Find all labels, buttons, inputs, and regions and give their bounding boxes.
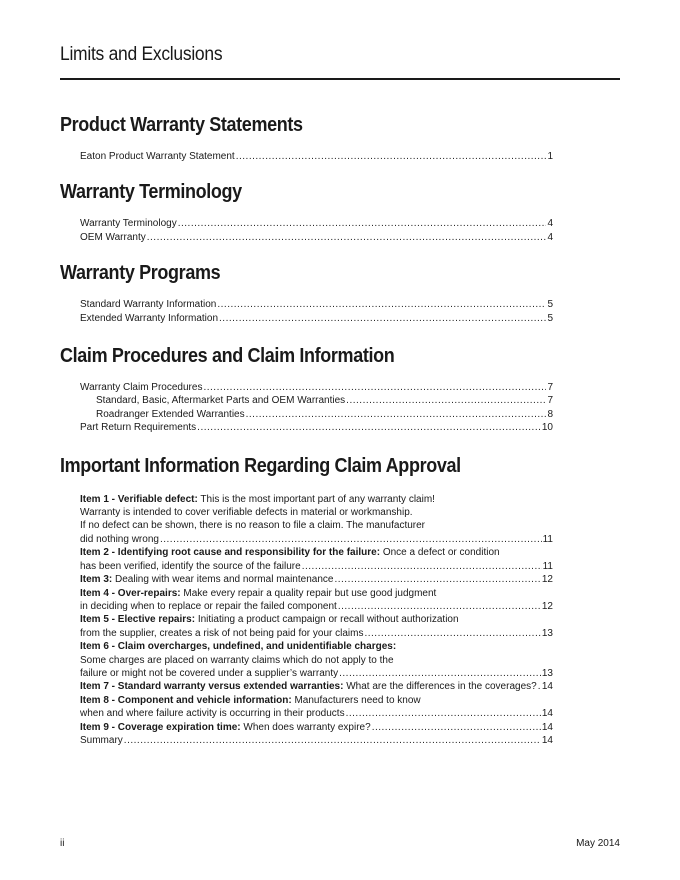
page-number: ii [60, 838, 65, 849]
toc-entry[interactable] [80, 421, 553, 434]
toc-page-number: 13 [541, 627, 553, 639]
dot-leader [302, 560, 542, 573]
item-title: Item 3: [80, 574, 113, 586]
toc-entry-text: Eaton Product Warranty Statement [80, 151, 235, 162]
toc-entry[interactable] [80, 217, 553, 230]
toc-page-number: 4 [547, 231, 553, 243]
toc-entry[interactable] [80, 381, 553, 394]
item-title: Item 5 - Elective repairs: [80, 614, 196, 626]
toc-entry[interactable] [80, 667, 553, 680]
dot-leader [203, 381, 546, 394]
claim-approval-items [80, 493, 553, 748]
page-header-title: Limits and Exclusions [60, 44, 223, 65]
toc-entry[interactable] [80, 573, 553, 586]
toc-entry[interactable] [80, 721, 553, 734]
item-intro: Manufacturers need to know [291, 694, 421, 706]
toc-entry-text: has been verified, identify the source of the failure [80, 560, 301, 572]
section-heading: Important Information Regarding Claim Approval [60, 454, 461, 477]
dot-leader [178, 217, 547, 230]
toc-entry-text: Warranty Terminology [80, 218, 177, 230]
table-of-contents [60, 96, 620, 747]
toc-entries [80, 150, 553, 163]
item-title: Item 4 - Over-repairs: [80, 587, 181, 599]
toc-entry-text: Part Return Requirements [80, 422, 197, 434]
toc-page-number: 12 [541, 600, 553, 612]
dot-leader [334, 573, 540, 586]
toc-page-number: 7 [547, 382, 553, 394]
item-text-line: Some charges are placed on warranty claims which do not apply to the [80, 654, 394, 666]
toc-entry[interactable] [80, 394, 553, 407]
dot-leader [538, 680, 541, 693]
toc-entries [80, 298, 553, 325]
dot-leader [246, 408, 547, 421]
toc-page-number: 13 [541, 667, 553, 679]
item-title: Item 8 - Component and vehicle information: [80, 694, 292, 706]
section-heading: Claim Procedures and Claim Information [60, 345, 395, 368]
toc-entries [80, 381, 553, 435]
publication-date: May 2014 [576, 838, 620, 849]
toc-page-number: 12 [541, 574, 553, 586]
toc-entry[interactable] [80, 533, 553, 546]
toc-entry[interactable] [80, 600, 553, 613]
toc-entry-text: did nothing wrong [80, 533, 159, 545]
dot-leader [124, 734, 541, 747]
toc-page-number: 14 [541, 721, 553, 733]
toc-entry[interactable] [80, 680, 553, 693]
toc-entry[interactable] [80, 560, 553, 573]
dot-leader [338, 600, 541, 613]
item-text: What are the differences in the coverages? [343, 681, 537, 693]
dot-leader [197, 421, 541, 434]
toc-entry-text: failure or might not be covered under a supplier’s warranty [80, 667, 339, 679]
toc-page-number: 7 [547, 395, 553, 407]
toc-entry[interactable] [80, 734, 553, 747]
toc-entries [80, 217, 553, 244]
item-text-line: If no defect can be shown, there is no reason to file a claim. The manufacturer [80, 520, 426, 532]
toc-entry-text [80, 680, 537, 693]
item-title: Item 6 - Claim overcharges, undefined, and unidentifiable charges: [80, 641, 397, 653]
item-title: Item 1 - Verifiable defect: [80, 493, 198, 505]
dot-leader [364, 627, 540, 640]
item-title: Item 2 - Identifying root cause and responsibility for the failure: [80, 547, 381, 559]
item-first-line [80, 613, 553, 626]
section-heading: Product Warranty Statements [60, 114, 303, 136]
toc-page-number: 11 [542, 533, 553, 545]
item-first-line [80, 587, 553, 600]
toc-entry-text: Extended Warranty Information [80, 312, 219, 324]
item-title: Item 9 - Coverage expiration time: [80, 721, 241, 733]
toc-page-number: 14 [541, 708, 553, 720]
toc-page-number: 11 [542, 560, 553, 572]
toc-entry[interactable] [80, 627, 553, 640]
item-intro: Once a defect or condition [380, 547, 500, 559]
toc-entry[interactable] [80, 150, 553, 163]
toc-page-number: 10 [541, 422, 553, 434]
dot-leader [219, 312, 546, 325]
toc-entry-text: Summary [80, 734, 123, 746]
toc-entry-text: Roadranger Extended Warranties [96, 408, 245, 420]
toc-entry[interactable] [80, 231, 553, 244]
dot-leader [147, 231, 547, 244]
item-first-line [80, 493, 553, 506]
toc-entry-text [80, 573, 333, 586]
item-intro: Initiating a product campaign or recall without authorization [195, 614, 459, 626]
section-heading: Warranty Programs [60, 262, 221, 285]
item-text: When does warranty expire? [240, 721, 371, 733]
header-rule [60, 78, 620, 80]
toc-entry-text: Warranty Claim Procedures [80, 382, 203, 394]
item-text-line: Warranty is intended to cover verifiable defects in material or workmanship. [80, 507, 413, 519]
item-first-line [80, 546, 553, 559]
toc-entry-text: Standard, Basic, Aftermarket Parts and OEM Warranties [96, 395, 346, 407]
dot-leader [236, 150, 547, 163]
item-text: Dealing with wear items and normal maintenance [112, 574, 334, 586]
toc-page-number: 5 [547, 312, 553, 324]
item-intro: Make every repair a quality repair but use good judgment [180, 587, 437, 599]
dot-leader [346, 394, 546, 407]
item-first-line [80, 640, 553, 653]
toc-page-number: 5 [547, 299, 553, 311]
toc-page-number: 4 [547, 218, 553, 230]
toc-entry-text: OEM Warranty [80, 231, 146, 243]
dot-leader [346, 707, 541, 720]
toc-entry-text: in deciding when to replace or repair the failed component [80, 600, 337, 612]
dot-leader [339, 667, 541, 680]
toc-page-number: 8 [547, 408, 553, 420]
toc-page-number: 14 [541, 734, 553, 746]
toc-entry[interactable] [80, 408, 553, 421]
toc-entry-text: Standard Warranty Information [80, 299, 217, 311]
toc-entry[interactable] [80, 312, 553, 325]
toc-page-number: 1 [547, 151, 553, 162]
toc-entry[interactable] [80, 298, 553, 311]
dot-leader [217, 298, 546, 311]
item-first-line [80, 694, 553, 707]
toc-page-number: 14 [541, 681, 553, 693]
dot-leader [160, 533, 542, 546]
toc-entry[interactable] [80, 707, 553, 720]
toc-entry-text: when and where failure activity is occurring in their products [80, 708, 345, 720]
item-title: Item 7 - Standard warranty versus extended warranties: [80, 681, 344, 693]
section-heading: Warranty Terminology [60, 181, 242, 204]
dot-leader [372, 721, 541, 734]
toc-entry-text [80, 721, 371, 734]
toc-entry-text: from the supplier, creates a risk of not being paid for your claims [80, 627, 364, 639]
item-intro: This is the most important part of any warranty claim! [197, 493, 435, 505]
